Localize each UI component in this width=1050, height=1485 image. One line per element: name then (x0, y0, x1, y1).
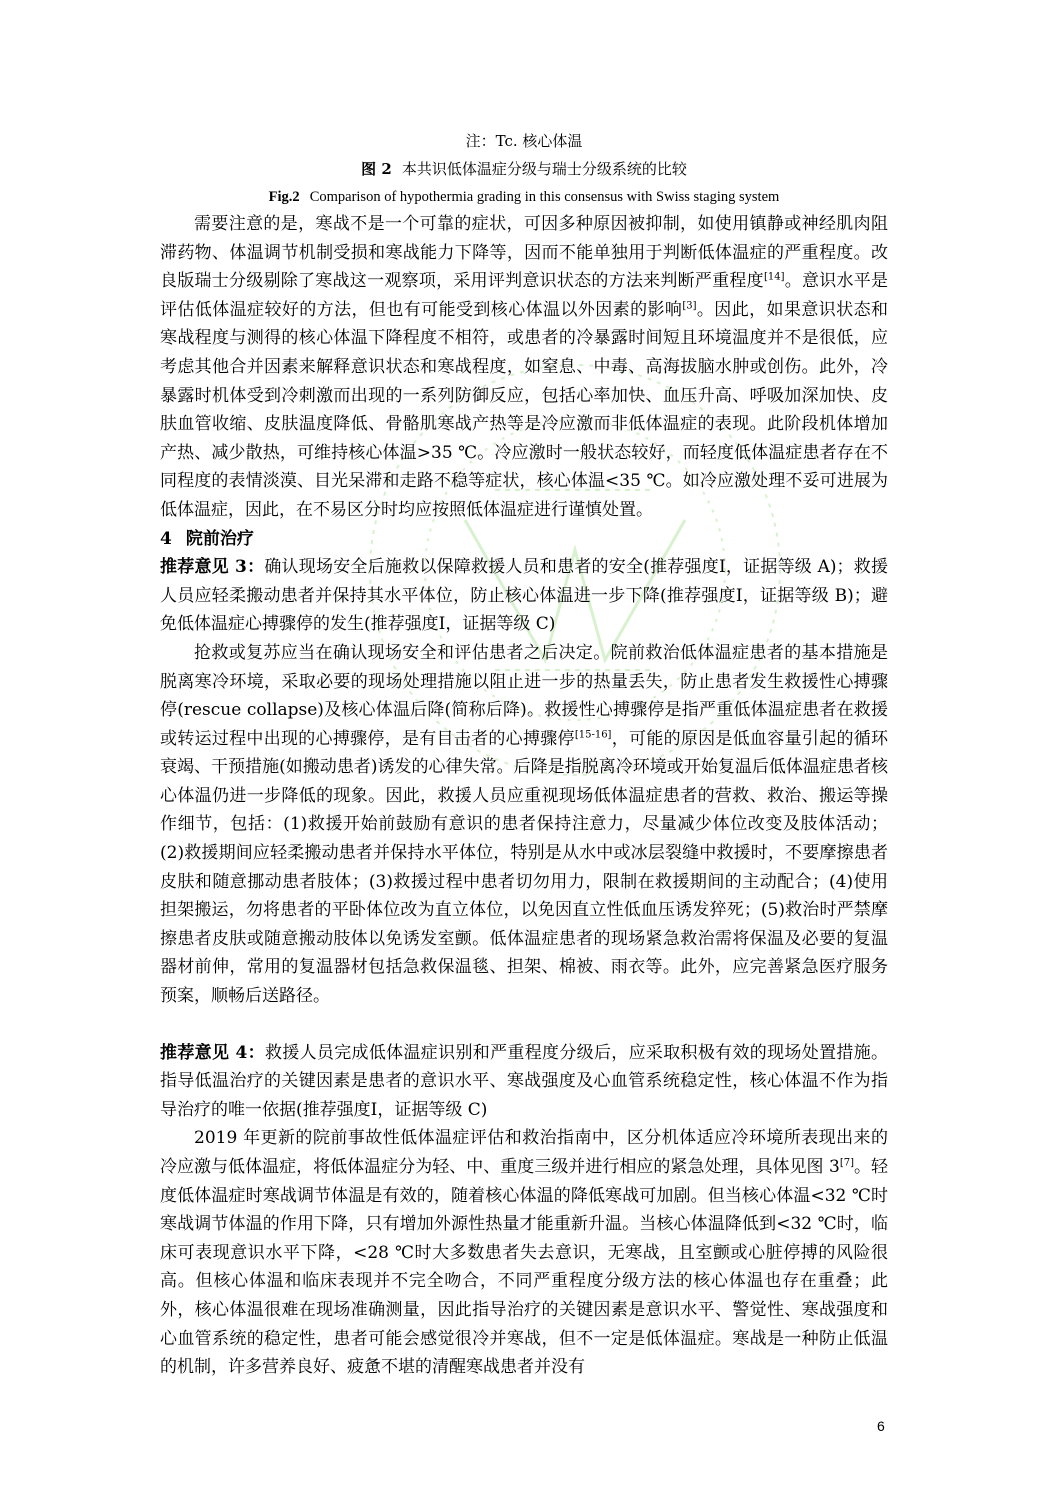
figure-caption-en-text: Comparison of hypothermia grading in this consensus with Swiss staging system (309, 189, 780, 205)
citation: [7] (839, 1157, 854, 1169)
paragraph-text: ，可能的原因是低血容量引起的循环衰竭、干预措施(如搬动患者)诱发的心律失常。后降是指脱离冷环境或开始复温后低体温症患者核心体温仍进一步降低的现象。因此，救援人员应重视现场低体温症患者的营救、救治、搬运等操作细节，包括：(1)救援开始前鼓励有意识的患者保持注意力，尽量减少体位改变及肢体活动；(2)救援期间应轻柔搬动患者并保持水平体位，特别是从水中或冰层裂缝中救援时，不要摩擦患者皮肤和随意挪动患者肢体；(3)救援过程中患者切勿用力，限制在救援期间的主动配合；(4)使用担架搬运，勿将患者的平卧体位改为直立体位，以免因直立性低血压诱发猝死；(5)救治时严禁摩擦患者皮肤或随意搬动肢体以免诱发室颤。低体温症患者的现场紧急救治需将保温及必要的复温器材前伸，常用的复温器材包括急救保温毯、担架、棉被、雨衣等。此外，应完善紧急医疗服务预案，顺畅后送路径。 (160, 728, 889, 1007)
figure-caption-en (160, 184, 888, 210)
recommendation-text: 确认现场安全后施救以保障救援人员和患者的安全(推荐强度Ⅰ，证据等级 A)；救援人员应轻柔搬动患者并保持其水平体位，防止核心体温进一步下降(推荐强度Ⅰ，证据等级 B)；避免低体温症心搏骤停的发生(推荐强度Ⅰ，证据等级 C) (160, 557, 888, 635)
paragraph-shivering (160, 210, 888, 525)
paragraph-text: 。轻度低体温症时寒战调节体温是有效的，随着核心体温的降低寒战可加剧。但当核心体温<32 ℃时寒战调节体温的作用下降，只有增加外源性热量才能重新升温。当核心体温降低到<32 ℃时，临床可表现意识水平下降，<28 ℃时大多数患者失去意识，无寒战，且室颤或心脏停搏的风险很高。但核心体温和临床表现并不完全吻合，不同严重程度分级方法的核心体温也存在重叠；此外，核心体温很难在现场准确测量，因此指导治疗的关键因素是意识水平、警觉性、寒战强度和心血管系统的稳定性，患者可能会感觉很冷并寒战，但不一定是低体温症。寒战是一种防止低温的机制，许多营养良好、疲惫不堪的清醒寒战患者并没有 (160, 1157, 889, 1378)
recommendation-4 (160, 1039, 888, 1125)
recommendation-label: 推荐意见 4： (160, 1042, 265, 1063)
figure-label-en: Fig.2 (268, 189, 300, 205)
section-number: 4 (160, 528, 172, 549)
figure-caption-cn (160, 156, 888, 182)
paragraph-text: 2019 年更新的院前事故性低体温症评估和救治指南中，区分机体适应冷环境所表现出来的冷应激与低体温症，将低体温症分为轻、中、重度三级并进行相应的紧急处理，具体见图 3 (160, 1128, 888, 1177)
paragraph-text: 抢救或复苏应当在确认现场安全和评估患者之后决定。院前救治低体温症患者的基本措施是脱离寒冷环境，采取必要的现场处理措施以阻止进一步的热量丢失，防止患者发生救援性心搏骤停(rescue collapse)及核心体温后降(简称后降)。救援性心搏骤停是指严重低体温症患者在救援或转运过程中出现的心搏骤停，是有目击者的心搏骤停 (160, 642, 888, 749)
figure-label-cn: 图 2 (361, 160, 392, 178)
page-body (160, 128, 888, 1382)
citation: [15-16] (574, 729, 612, 741)
paragraph-text: 。因此，如果意识状态和寒战程度与测得的核心体温下降程度不相符，或患者的冷暴露时间短且环境温度并不是很低，应考虑其他合并因素来解释意识状态和寒战程度，如窒息、中毒、高海拔脑水肿或创伤。此外，冷暴露时机体受到冷刺激而出现的一系列防御反应，包括心率加快、血压升高、呼吸加深加快、皮肤血管收缩、皮肤温度降低、骨骼肌寒战产热等是冷应激而非低体温症的表现。此阶段机体增加产热、减少散热，可维持核心体温>35 ℃。冷应激时一般状态较好，而轻度低体温症患者存在不同程度的表情淡漠、目光呆滞和走路不稳等症状，核心体温<35 ℃。如冷应激处理不妥可进展为低体温症，因此，在不易区分时均应按照低体温症进行谨慎处置。 (160, 299, 888, 520)
figure-caption-cn-text: 本共识低体温症分级与瑞士分级系统的比较 (401, 160, 687, 178)
paragraph-text: 需要注意的是，寒战不是一个可靠的症状，可因多种原因被抑制，如使用镇静或神经肌肉阻滞药物、体温调节机制受损和寒战能力下降等，因而不能单独用于判断低体温症的严重程度。改良版瑞士分级剔除了寒战这一观察项，采用评判意识状态的方法来判断严重程度 (160, 214, 888, 292)
page-number: 6 (877, 1418, 885, 1434)
citation: [3] (682, 300, 697, 312)
paragraph-text: 。意识水平是评估低体温症较好的方法，但也有可能受到核心体温以外因素的影响 (160, 271, 889, 320)
section-title: 院前治疗 (185, 528, 254, 549)
recommendation-3 (160, 553, 888, 639)
section-heading (160, 525, 888, 554)
recommendation-label: 推荐意见 3： (160, 557, 265, 578)
paragraph-prehospital (160, 639, 888, 1011)
figure-note: 注：Tc. 核心体温 (465, 132, 583, 150)
recommendation-text: 救援人员完成低体温症识别和严重程度分级后，应采取积极有效的现场处置措施。指导低温治疗的关键因素是患者的意识水平、寒战强度及心血管系统稳定性，核心体温不作为指导治疗的唯一依据(推荐强度Ⅰ，证据等级 C) (160, 1042, 889, 1120)
citation: [14] (763, 271, 785, 283)
paragraph-guideline (160, 1124, 888, 1381)
